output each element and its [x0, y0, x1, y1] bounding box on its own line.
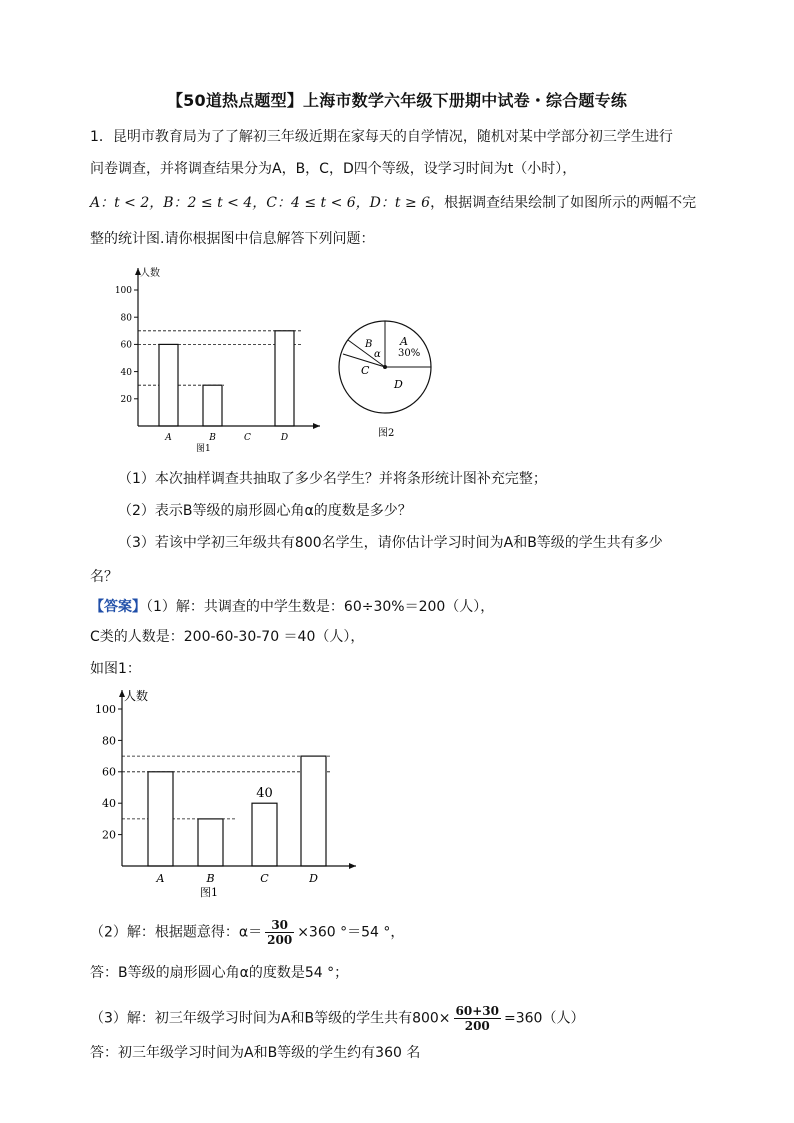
y-tick-label-40: 40	[102, 797, 116, 811]
y-tick-label-100: 100	[114, 286, 132, 297]
pie-center	[383, 365, 387, 369]
answer-2-post: ×360 °＝54 °，	[297, 924, 405, 941]
pie-label-alpha: α	[374, 349, 381, 360]
answer-2-line	[90, 918, 404, 947]
fraction-numerator-2: 60+30	[455, 1004, 499, 1018]
pie-label-a: A	[400, 335, 408, 348]
sub-question-2: （2）表示B等级的扇形圆心角α的度数是多少？	[118, 503, 412, 519]
sub-question-3-cont: 名？	[90, 569, 118, 585]
fraction-denominator-2: 200	[464, 1019, 490, 1033]
answer-3-post: =360（人）	[504, 1010, 585, 1027]
x-tick-label-c: C	[244, 433, 251, 443]
answer-tag: 【答案】	[90, 599, 146, 615]
bar-d	[275, 331, 294, 426]
pie-label-d: D	[394, 378, 403, 391]
fraction-numerator: 30	[265, 918, 294, 933]
y-tick-label-20: 20	[102, 828, 116, 842]
y-tick-label-40: 40	[120, 367, 132, 378]
question-line-3	[90, 192, 696, 212]
answer-line-1	[90, 596, 494, 616]
chart-caption: 图1	[200, 886, 218, 899]
answer-2-pre: （2）解：根据题意得：α＝	[90, 924, 263, 941]
question-line-2: 问卷调查，并将调查结果分为A，B，C，D四个等级，设学习时间为t（小时），	[90, 161, 577, 177]
fraction-90-200	[454, 1004, 501, 1033]
answer-3-conclusion: 答：初三年级学习时间为A和B等级的学生约有360 名	[90, 1045, 421, 1061]
y-axis-label: 人数	[124, 688, 149, 703]
y-tick-label-60: 60	[102, 765, 116, 779]
bar-chart-incomplete	[112, 262, 332, 458]
bar-a	[148, 772, 173, 866]
bar-a	[159, 344, 178, 426]
y-axis-label: 人数	[140, 268, 160, 280]
sub-question-1: （1）本次抽样调查共抽取了多少名学生？并将条形统计图补充完整；	[118, 471, 547, 487]
fraction-30-200	[265, 918, 294, 947]
fraction-denominator: 200	[267, 933, 293, 947]
question-line-4: 整的统计图.请你根据图中信息解答下列问题：	[90, 231, 375, 247]
page-title: 【50道热点题型】上海市数学六年级下册期中试卷・综合题专练	[166, 91, 628, 110]
x-tick-label-d: D	[280, 433, 289, 443]
question-line-3-rest: ，根据调查结果绘制了如图所示的两幅不完	[430, 195, 697, 211]
answer-line-2: C类的人数是：200-60-30-70 ＝40（人），	[90, 629, 365, 645]
answer-3-pre: （3）解：初三年级学习时间为A和B等级的学生共有800×	[90, 1010, 451, 1027]
answer-3-line	[90, 1004, 584, 1033]
x-tick-label-a: A	[156, 872, 165, 885]
bar-d	[301, 756, 326, 866]
pie-chart	[338, 312, 448, 442]
x-tick-label-b: B	[209, 433, 216, 443]
y-tick-label-100: 100	[95, 702, 116, 716]
chart-caption: 图1	[196, 444, 211, 454]
grade-conditions: A：t < 2，B：2 ≤ t < 4，C：4 ≤ t < 6，D：t ≥ 6	[90, 195, 431, 211]
sub-question-3: （3）若该中学初三年级共有800名学生，请你估计学习时间为A和B等级的学生共有多少	[118, 535, 663, 551]
bar-b	[198, 819, 223, 866]
question-line-1: 1．昆明市教育局为了了解初三年级近期在家每天的自学情况，随机对某中学部分初三学生进行	[90, 129, 673, 145]
x-tick-label-c: C	[260, 872, 269, 885]
answer-line-3: 如图1：	[90, 661, 141, 677]
pie-label-c: C	[361, 364, 370, 377]
pie-caption: 图2	[378, 428, 395, 439]
y-tick-label-80: 80	[102, 734, 116, 748]
y-tick-label-80: 80	[120, 313, 132, 324]
x-axis-arrow	[313, 423, 320, 429]
bar-b	[203, 385, 222, 426]
bar-c	[252, 803, 277, 866]
x-tick-label-a: A	[165, 433, 172, 443]
answer-2-conclusion: 答：B等级的扇形圆心角α的度数是54 °；	[90, 965, 349, 981]
bar-chart-complete	[88, 686, 368, 900]
pie-percent-a: 30%	[398, 348, 421, 359]
y-tick-label-60: 60	[120, 340, 132, 351]
answer-1-text: （1）解：共调查的中学生数是：60÷30%＝200（人），	[146, 599, 495, 615]
x-axis-arrow	[349, 863, 356, 869]
x-tick-label-d: D	[309, 872, 318, 885]
pie-label-b: B	[365, 339, 373, 350]
data-label-c: 40	[256, 786, 273, 802]
x-tick-label-b: B	[206, 872, 215, 885]
y-tick-label-20: 20	[120, 394, 132, 405]
